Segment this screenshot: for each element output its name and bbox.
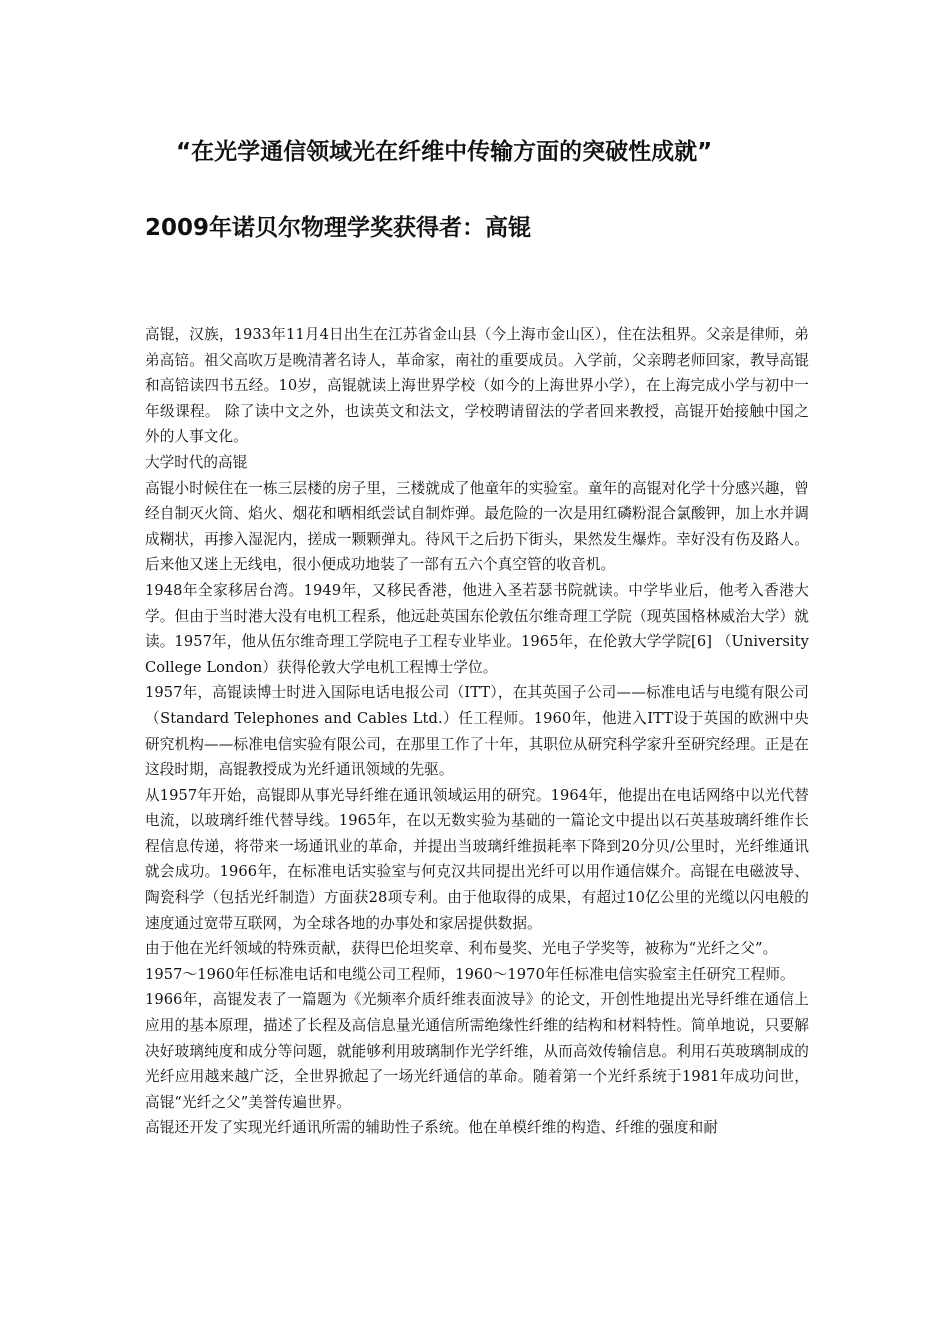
- paragraph-childhood-lab: 高锟小时候住在一栋三层楼的房子里，三楼就成了他童年的实验室。童年的高锟对化学十分感兴趣，曾经自制灭火筒、焰火、烟花和晒相纸尝试自制炸弹。最危险的一次是用红磷粉混合氯酸钾，加上水并调成糊状，再掺入湿泥内，搓成一颗颗弹丸。待风干之后扔下街头，果然发生爆炸。幸好没有伤及路人。后来他又迷上无线电，很小便成功地装了一部有五六个真空管的收音机。: [145, 479, 809, 574]
- paragraph-fiber-research: 从1957年开始，高锟即从事光导纤维在通讯领域运用的研究。1964年，他提出在电话网络中以光代替电流，以玻璃纤维代替导线。1965年，在以无数实验为基础的一篇论文中提出以石英基玻璃纤维作长程信息传递，将带来一场通讯业的革命，并提出当玻璃纤维损耗率下降到20分贝/公里时，光纤维通讯就会成功。1966年，在标准电话实验室与何克汉共同提出光纤可以用作通信媒介。高锟在电磁波导、陶瓷科学（包括光纤制造）方面获28项专利。由于他取得的成果，有超过10亿公里的光缆以闪电般的速度通过宽带互联网，为全球各地的办事处和家居提供数据。: [145, 786, 809, 932]
- section-heading-university: 大学时代的高锟: [145, 453, 248, 471]
- paragraph-early-life: 高锟，汉族，1933年11月4日出生在江苏省金山县（今上海市金山区），住在法租界。父亲是律师，弟弟高锫。祖父高吹万是晚清著名诗人，革命家，南社的重要成员。入学前，父亲聘老师回家，教导高锟和高锫读四书五经。10岁，高锟就读上海世界学校（如今的上海世界小学），在上海完成小学与初中一年级课程。 除了读中文之外，也读英文和法文，学校聘请留法的学者回来教授，高锟开始接触中国之外的人事文化。: [145, 326, 809, 446]
- paragraph-1966-paper: 1966年，高锟发表了一篇题为《光频率介质纤维表面波导》的论文，开创性地提出光导纤维在通信上应用的基本原理，描述了长程及高信息量光通信所需绝缘性纤维的结构和材料特性。简单地说，只要解决好玻璃纯度和成分等问题，就能够利用玻璃制作光学纤维，从而高效传输信息。利用石英玻璃制成的光纤应用越来越广泛，全世界掀起了一场光纤通信的革命。随着第一个光纤系统于1981年成功问世，高锟“光纤之父”美誉传遍世界。: [145, 991, 809, 1111]
- document-title: “在光学通信领域光在纤维中传输方面的突破性成就”: [176, 139, 713, 165]
- paragraph-subsystems: 高锟还开发了实现光纤通讯所需的辅助性子系统。他在单模纤维的构造、纤维的强度和耐: [145, 1119, 719, 1137]
- paragraph-awards: 由于他在光纤领域的特殊贡献，获得巴伦坦奖章、利布曼奖、光电子学奖等，被称为“光纤之父”。: [145, 940, 778, 958]
- paragraph-positions: 1957～1960年任标准电话和电缆公司工程师，1960～1970年任标准电信实验室主任研究工程师。: [145, 965, 795, 983]
- paragraph-itt-career: 1957年，高锟读博士时进入国际电话电报公司（ITT），在其英国子公司——标准电话与电缆有限公司（Standard Telephones and Cables Ltd.）任工程师。1960年，他进入ITT设于英国的欧洲中央研究机构——标准电信实验有限公司，在那里工作了十年，其职位从研究科学家升至研究经理。正是在 这段时期，高锟教授成为光纤通讯领域的先驱。: [145, 684, 809, 779]
- paragraph-education: 1948年全家移居台湾。1949年，又移民香港，他进入圣若瑟书院就读。中学毕业后，他考入香港大学。但由于当时港大没有电机工程系，他远赴英国东伦敦伍尔维奇理工学院（现英国格林威治大学）就读。1957年，他从伍尔维奇理工学院电子工程专业毕业。1965年，在伦敦大学学院[6] （University College London）获得伦敦大学电机工程博士学位。: [145, 581, 809, 676]
- document-subtitle: 2009年诺贝尔物理学奖获得者：高锟: [145, 215, 532, 241]
- document-body: [145, 322, 809, 1141]
